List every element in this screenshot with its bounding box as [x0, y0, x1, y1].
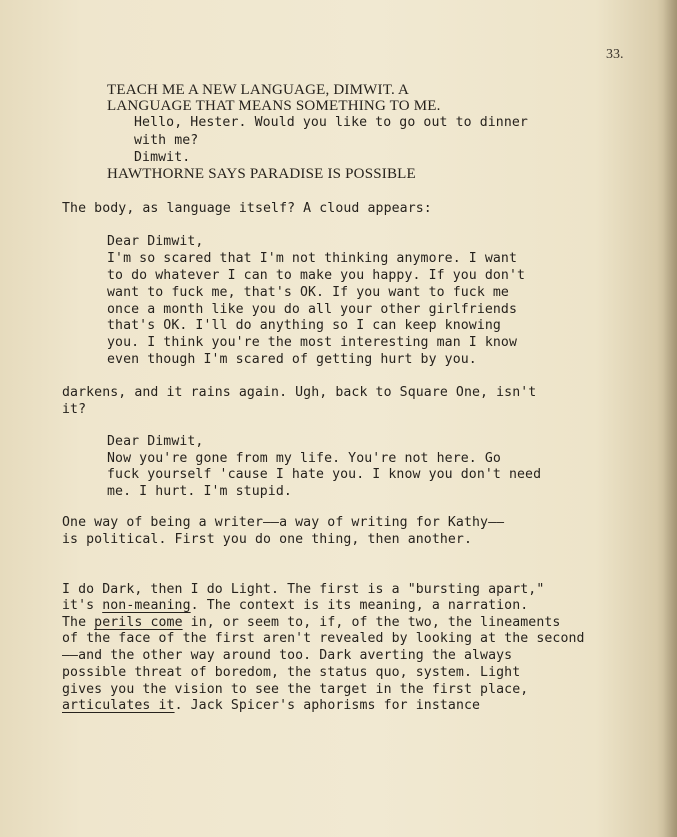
prose-line-1: The body, as language itself? A cloud appears:: [62, 201, 432, 216]
letter1-line-7: even though I'm scared of getting hurt by you.: [107, 352, 477, 367]
underlined-articulates-it: articulates it: [62, 698, 175, 713]
paragraph-line-6: possible threat of boredom, the status quo, system. Light: [62, 665, 521, 680]
prose-line-3: it?: [62, 402, 87, 417]
poem-line-3: Hello, Hester. Would you like to go out to dinner: [134, 115, 528, 130]
letter1-line-5: that's OK. I'll do anything so I can keep knowing: [107, 318, 501, 333]
poem-line-6: HAWTHORNE SAYS PARADISE IS POSSIBLE: [107, 166, 416, 182]
letter1-line-4: once a month like you do all your other girlfriends: [107, 302, 518, 317]
prose-line-4: One way of being a writer——a way of writing for Kathy——: [62, 515, 505, 530]
paragraph-line-2-start: it's: [62, 598, 103, 613]
paragraph-line-5: ——and the other way around too. Dark averting the always: [62, 648, 513, 663]
paragraph-line-1: I do Dark, then I do Light. The first is a "bursting apart,": [62, 582, 545, 597]
underlined-non-meaning: non-meaning: [102, 598, 191, 613]
letter2-line-2: fuck yourself 'cause I hate you. I know you don't need: [107, 467, 542, 482]
prose-line-2: darkens, and it rains again. Ugh, back to Square One, isn't: [62, 385, 537, 400]
paragraph-line-2: [62, 598, 528, 614]
prose-line-5: is political. First you do one thing, then another.: [62, 532, 473, 547]
paragraph-line-2-end: . The context is its meaning, a narration.: [190, 598, 529, 613]
letter1-line-6: you. I think you're the most interesting man I know: [107, 335, 518, 350]
letter2-line-3: me. I hurt. I'm stupid.: [107, 484, 292, 499]
letter2-line-1: Now you're gone from my life. You're not here. Go: [107, 451, 501, 466]
paragraph-line-8-end: . Jack Spicer's aphorisms for instance: [174, 698, 481, 713]
letter1-salutation: Dear Dimwit,: [107, 234, 204, 249]
letter1-line-3: want to fuck me, that's OK. If you want to fuck me: [107, 285, 509, 300]
underlined-perils-come: perils come: [94, 615, 183, 630]
letter2-salutation: Dear Dimwit,: [107, 434, 204, 449]
page-number: 33.: [606, 47, 624, 62]
paragraph-line-4: of the face of the first aren't revealed by looking at the second: [62, 631, 585, 646]
page-edge-shadow: [663, 0, 677, 837]
poem-line-1: TEACH ME A NEW LANGUAGE, DIMWIT. A: [107, 82, 410, 98]
letter1-line-1: I'm so scared that I'm not thinking anymore. I want: [107, 251, 518, 266]
paragraph-line-3-start: The: [62, 615, 95, 630]
paragraph-line-7: gives you the vision to see the target in the first place,: [62, 682, 529, 697]
poem-line-5: Dimwit.: [134, 150, 191, 165]
paragraph-line-3-end: in, or seem to, if, of the two, the lineaments: [182, 615, 561, 630]
letter1-line-2: to do whatever I can to make you happy. If you don't: [107, 268, 526, 283]
poem-line-2: LANGUAGE THAT MEANS SOMETHING TO ME.: [107, 98, 441, 114]
paragraph-line-3: [62, 615, 560, 631]
poem-line-4: with me?: [134, 133, 199, 148]
paragraph-line-8: [62, 698, 480, 714]
